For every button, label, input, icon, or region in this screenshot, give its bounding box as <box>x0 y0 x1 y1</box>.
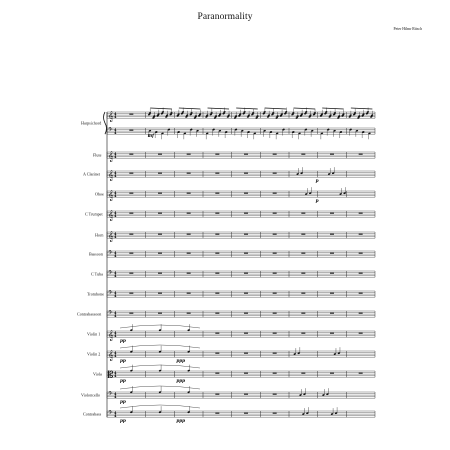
staff-12-rest <box>301 373 305 374</box>
time-signature: 4 <box>114 410 117 415</box>
staff-8-clef: 𝄢 <box>108 289 113 298</box>
time-signature: 4 <box>114 394 117 399</box>
staff-0-clef: 𝄢 <box>108 126 113 135</box>
staff-1-clef: 𝄞 <box>108 150 114 162</box>
staff-5-rest <box>215 234 219 235</box>
dynamic-marking: pp <box>120 358 126 363</box>
harpsichord-beam <box>179 108 201 109</box>
staff-6-rest <box>187 253 191 254</box>
staff-9-rest <box>187 313 191 314</box>
instrument-label: Contrabass <box>83 411 102 417</box>
staff-4-rest <box>129 213 133 214</box>
staff-5-rest <box>129 234 133 235</box>
dynamic-marking: p <box>315 178 319 183</box>
time-signature: 4 <box>114 333 117 338</box>
staff-12-rest <box>215 373 219 374</box>
time-signature: 4 <box>114 290 117 295</box>
harpsichord-beam <box>236 108 258 109</box>
staff-13-rest <box>215 394 219 395</box>
staff-5-rest <box>301 234 305 235</box>
staff-10-rest <box>359 333 363 334</box>
staff-7-rest <box>158 273 162 274</box>
staff-8-rest <box>158 293 162 294</box>
instrument-label: Trombone <box>87 291 104 297</box>
time-signature: 4 <box>114 193 117 198</box>
dynamic-marking: mf <box>147 133 154 138</box>
staff-3-rest <box>187 193 191 194</box>
slur <box>120 365 200 368</box>
staff-1-rest <box>359 154 363 155</box>
staff-7-rest <box>330 273 334 274</box>
page-title: Paranormality <box>197 12 253 22</box>
instrument-label: Contrabassoon <box>77 311 102 317</box>
staff-6-rest <box>359 253 363 254</box>
staff-0-rest <box>129 130 133 131</box>
time-signature: 4 <box>114 111 117 116</box>
time-signature: 4 <box>114 350 117 355</box>
staff-4-rest <box>187 213 191 214</box>
staff-9-rest <box>273 313 277 314</box>
staff-6-rest <box>215 253 219 254</box>
instrument-label: A Clarinet <box>83 171 100 177</box>
instrument-label: C Trumpet <box>85 211 103 217</box>
staff-5-rest <box>273 234 277 235</box>
staff-7-rest <box>244 273 248 274</box>
time-signature: 4 <box>114 151 117 156</box>
time-signature: 4 <box>114 253 117 258</box>
staff-5-rest <box>359 234 363 235</box>
staff-9-rest <box>301 313 305 314</box>
staff-6-rest <box>330 253 334 254</box>
harpsichord-beam <box>294 108 316 109</box>
staff-4-rest <box>359 213 363 214</box>
staff-2-rest <box>244 173 248 174</box>
staff-5-rest <box>158 234 162 235</box>
instrument-label: Oboe <box>95 191 104 197</box>
staff-5-rest <box>187 234 191 235</box>
staff-3-rest <box>129 193 133 194</box>
staff-8-rest <box>129 293 133 294</box>
time-signature: 4 <box>114 130 117 135</box>
staff-8-rest <box>215 293 219 294</box>
instrument-label: Viola <box>93 371 102 377</box>
time-signature: 4 <box>114 114 117 119</box>
staff-3-rest <box>273 193 277 194</box>
staff-1-rest <box>215 154 219 155</box>
staff-12-rest <box>244 373 248 374</box>
staff-4-clef: 𝄞 <box>108 209 114 221</box>
staff-7-rest <box>301 273 305 274</box>
staff-6-rest <box>273 253 277 254</box>
staff-8-rest <box>330 293 334 294</box>
staff-9-rest <box>244 313 248 314</box>
time-signature: 4 <box>114 310 117 315</box>
time-signature: 4 <box>114 353 117 358</box>
staff-8-rest <box>187 293 191 294</box>
staff-10-rest <box>244 333 248 334</box>
staff-4-rest <box>301 213 305 214</box>
staff-9-rest <box>330 313 334 314</box>
harpsichord-beam <box>150 108 172 109</box>
staff-9-rest <box>158 313 162 314</box>
harpsichord-beam <box>322 108 344 109</box>
staff-3-rest <box>215 193 219 194</box>
staff-14-rest <box>273 413 277 414</box>
staff-12-clef: 𝄡 <box>108 369 114 381</box>
staff-7-rest <box>359 273 363 274</box>
time-signature: 4 <box>114 234 117 239</box>
time-signature: 4 <box>114 231 117 236</box>
staff-0-clef: 𝄞 <box>108 110 114 122</box>
time-signature: 4 <box>114 173 117 178</box>
staff-7-rest <box>215 273 219 274</box>
staff-0-rest <box>129 114 133 115</box>
staff-11-rest <box>273 353 277 354</box>
slur <box>120 405 200 408</box>
slur <box>120 386 200 389</box>
staff-1-rest <box>129 154 133 155</box>
instrument-label: Violoncello <box>81 392 101 398</box>
staff-5-rest <box>330 234 334 235</box>
staff-13-rest <box>273 394 277 395</box>
dynamic-marking: ppp <box>176 378 186 383</box>
staff-2-rest <box>187 173 191 174</box>
time-signature: 4 <box>114 370 117 375</box>
staff-8-rest <box>359 293 363 294</box>
staff-13-rest <box>244 394 248 395</box>
staff-13-clef: 𝄢 <box>108 390 113 399</box>
time-signature: 4 <box>114 273 117 278</box>
time-signature: 4 <box>114 190 117 195</box>
staff-9-rest <box>129 313 133 314</box>
staff-2-rest <box>129 173 133 174</box>
dynamic-marking: pp <box>120 338 126 343</box>
staff-11-rest <box>215 353 219 354</box>
time-signature: 4 <box>114 391 117 396</box>
staff-6-rest <box>244 253 248 254</box>
staff-3-clef: 𝄞 <box>108 189 114 201</box>
grand-staff-brace <box>104 112 107 134</box>
staff-8-rest <box>301 293 305 294</box>
composer-name: Peter Hilmr Ritsch <box>393 27 422 31</box>
staff-12-rest <box>273 373 277 374</box>
staff-9-clef: 𝄢 <box>108 309 113 318</box>
time-signature: 4 <box>114 270 117 275</box>
instrument-label: Violin 1 <box>87 331 101 337</box>
staff-3-rest <box>244 193 248 194</box>
time-signature: 4 <box>114 413 117 418</box>
time-signature: 4 <box>114 313 117 318</box>
staff-10-rest <box>215 333 219 334</box>
time-signature: 4 <box>114 330 117 335</box>
instrument-label: Violin 2 <box>87 351 101 357</box>
time-signature: 4 <box>114 154 117 159</box>
staff-4-rest <box>330 213 334 214</box>
dynamic-marking: pp <box>120 378 126 383</box>
staff-12-rest <box>359 373 363 374</box>
staff-10-rest <box>273 333 277 334</box>
staff-4-rest <box>158 213 162 214</box>
staff-14-clef: 𝄢 <box>108 409 113 418</box>
staff-5-clef: 𝄞 <box>108 230 114 242</box>
staff-10-clef: 𝄞 <box>108 329 114 341</box>
staff-6-clef: 𝄢 <box>108 249 113 258</box>
staff-9-rest <box>359 313 363 314</box>
dynamic-marking: ppp <box>176 358 186 363</box>
staff-6-rest <box>158 253 162 254</box>
time-signature: 4 <box>114 210 117 215</box>
staff-8-rest <box>244 293 248 294</box>
staff-1-rest <box>301 154 305 155</box>
time-signature: 4 <box>114 127 117 132</box>
dynamic-marking: pp <box>120 399 126 404</box>
staff-11-clef: 𝄞 <box>108 349 114 361</box>
harpsichord-beam <box>208 108 230 109</box>
staff-7-rest <box>187 273 191 274</box>
staff-4-rest <box>273 213 277 214</box>
slur <box>120 325 200 328</box>
staff-2-rest <box>158 173 162 174</box>
staff-3-rest <box>158 193 162 194</box>
staff-6-rest <box>301 253 305 254</box>
staff-12-rest <box>330 373 334 374</box>
staff-6-rest <box>129 253 133 254</box>
slur <box>120 345 200 348</box>
staff-1-rest <box>273 154 277 155</box>
staff-14-rest <box>215 413 219 414</box>
staff-10-rest <box>330 333 334 334</box>
staff-1-rest <box>330 154 334 155</box>
dynamic-marking: p <box>315 198 319 203</box>
staff-11-rest <box>244 353 248 354</box>
staff-7-clef: 𝄢 <box>108 269 113 278</box>
staff-8-rest <box>273 293 277 294</box>
harpsichord-beam <box>265 108 287 109</box>
time-signature: 4 <box>114 170 117 175</box>
staff-7-rest <box>273 273 277 274</box>
staff-2-rest <box>215 173 219 174</box>
instrument-label: Harpsichord <box>81 120 102 126</box>
staff-4-rest <box>244 213 248 214</box>
staff-14-rest <box>244 413 248 414</box>
staff-10-rest <box>301 333 305 334</box>
staff-5-rest <box>244 234 248 235</box>
time-signature: 4 <box>114 250 117 255</box>
staff-2-rest <box>273 173 277 174</box>
instrument-label: C Tuba <box>91 271 103 277</box>
instrument-label: Flute <box>93 152 102 158</box>
staff-2-clef: 𝄞 <box>108 169 114 181</box>
staff-1-rest <box>244 154 248 155</box>
dynamic-marking: ppp <box>176 418 186 423</box>
instrument-label: Bassoon <box>89 251 103 257</box>
time-signature: 4 <box>114 213 117 218</box>
instrument-label: Horn <box>95 232 104 238</box>
harpsichord-beam <box>351 108 373 109</box>
staff-7-rest <box>129 273 133 274</box>
staff-9-rest <box>215 313 219 314</box>
staff-1-rest <box>158 154 162 155</box>
time-signature: 4 <box>114 293 117 298</box>
staff-4-rest <box>215 213 219 214</box>
staff-1-rest <box>187 154 191 155</box>
time-signature: 4 <box>114 373 117 378</box>
dynamic-marking: pp <box>120 418 126 423</box>
